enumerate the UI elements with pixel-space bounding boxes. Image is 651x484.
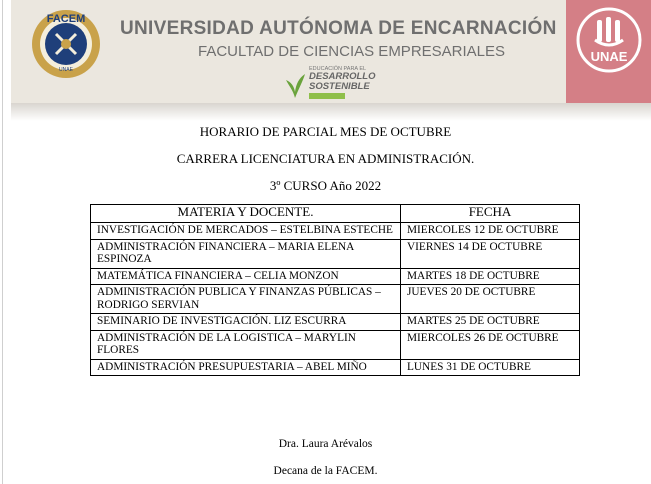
course-year: 3º CURSO Año 2022 bbox=[269, 178, 382, 193]
unae-logo-text: UNAE bbox=[590, 49, 628, 64]
page-edge-line bbox=[2, 0, 3, 484]
date-cell: MIERCOLES 12 DE OCTUBRE bbox=[401, 223, 580, 240]
subject-cell: ADMINISTRACIÓN PRESUPUESTARIA – ABEL MIÑO bbox=[91, 359, 401, 376]
exam-schedule-table bbox=[90, 204, 580, 376]
university-name: UNIVERSIDAD AUTÓNOMA DE ENCARNACIÓN bbox=[120, 18, 557, 39]
faculty-name: FACULTAD DE CIENCIAS EMPRESARIALES bbox=[198, 43, 506, 60]
table-row bbox=[91, 268, 580, 285]
date-cell: MIERCOLES 26 DE OCTUBRE bbox=[401, 330, 580, 359]
table-row bbox=[91, 359, 580, 376]
ds-title bbox=[309, 72, 376, 92]
table-row bbox=[91, 330, 580, 359]
table-row bbox=[91, 314, 580, 331]
ds-line1: DESARROLLO bbox=[309, 71, 376, 82]
ds-badge bbox=[309, 93, 345, 99]
subject-cell: SEMINARIO DE INVESTIGACIÓN. LIZ ESCURRA bbox=[91, 314, 401, 331]
leaf-icon bbox=[286, 74, 305, 98]
signatory-name: Dra. Laura Arévalos bbox=[278, 438, 373, 450]
unae-logo bbox=[575, 6, 643, 74]
subject-cell: INVESTIGACIÓN DE MERCADOS – ESTELBINA ESTECHE bbox=[91, 223, 401, 240]
date-cell: MARTES 25 DE OCTUBRE bbox=[401, 314, 580, 331]
subject-cell: ADMINISTRACIÓN DE LA LOGISTICA – MARYLIN FLORES bbox=[91, 330, 401, 359]
signatory-role: Decana de la FACEM. bbox=[273, 465, 378, 477]
header-subject: MATERIA Y DOCENTE. bbox=[91, 205, 401, 223]
date-cell: LUNES 31 DE OCTUBRE bbox=[401, 359, 580, 376]
facem-logo-sub: UNAE bbox=[59, 67, 73, 73]
date-cell: MARTES 18 DE OCTUBRE bbox=[401, 268, 580, 285]
subject-cell: MATEMÁTICA FINANCIERA – CELIA MONZON bbox=[91, 268, 401, 285]
schedule-title: HORARIO DE PARCIAL MES DE OCTUBRE bbox=[199, 124, 452, 139]
subject-cell: ADMINISTRACIÓN PUBLICA Y FINANZAS PÚBLICAS – RODRIGO SERVIAN bbox=[91, 285, 401, 314]
header-date: FECHA bbox=[401, 205, 580, 223]
table-row bbox=[91, 239, 580, 268]
subject-cell: ADMINISTRACIÓN FINANCIERA – MARIA ELENA ESPINOZA bbox=[91, 239, 401, 268]
ds-small-text: EDUCACIÓN PARA EL bbox=[309, 66, 367, 72]
date-cell: VIERNES 14 DE OCTUBRE bbox=[401, 239, 580, 268]
table-row bbox=[91, 223, 580, 240]
facem-logo-text: FACEM bbox=[46, 13, 86, 25]
table-row bbox=[91, 285, 580, 314]
ds-line2: SOSTENIBLE bbox=[309, 81, 370, 92]
header-shadow bbox=[11, 103, 651, 121]
facem-logo bbox=[30, 8, 102, 80]
career-title: CARRERA LICENCIATURA EN ADMINISTRACIÓN. bbox=[176, 151, 475, 166]
table-header-row bbox=[91, 205, 580, 223]
date-cell: JUEVES 20 DE OCTUBRE bbox=[401, 285, 580, 314]
